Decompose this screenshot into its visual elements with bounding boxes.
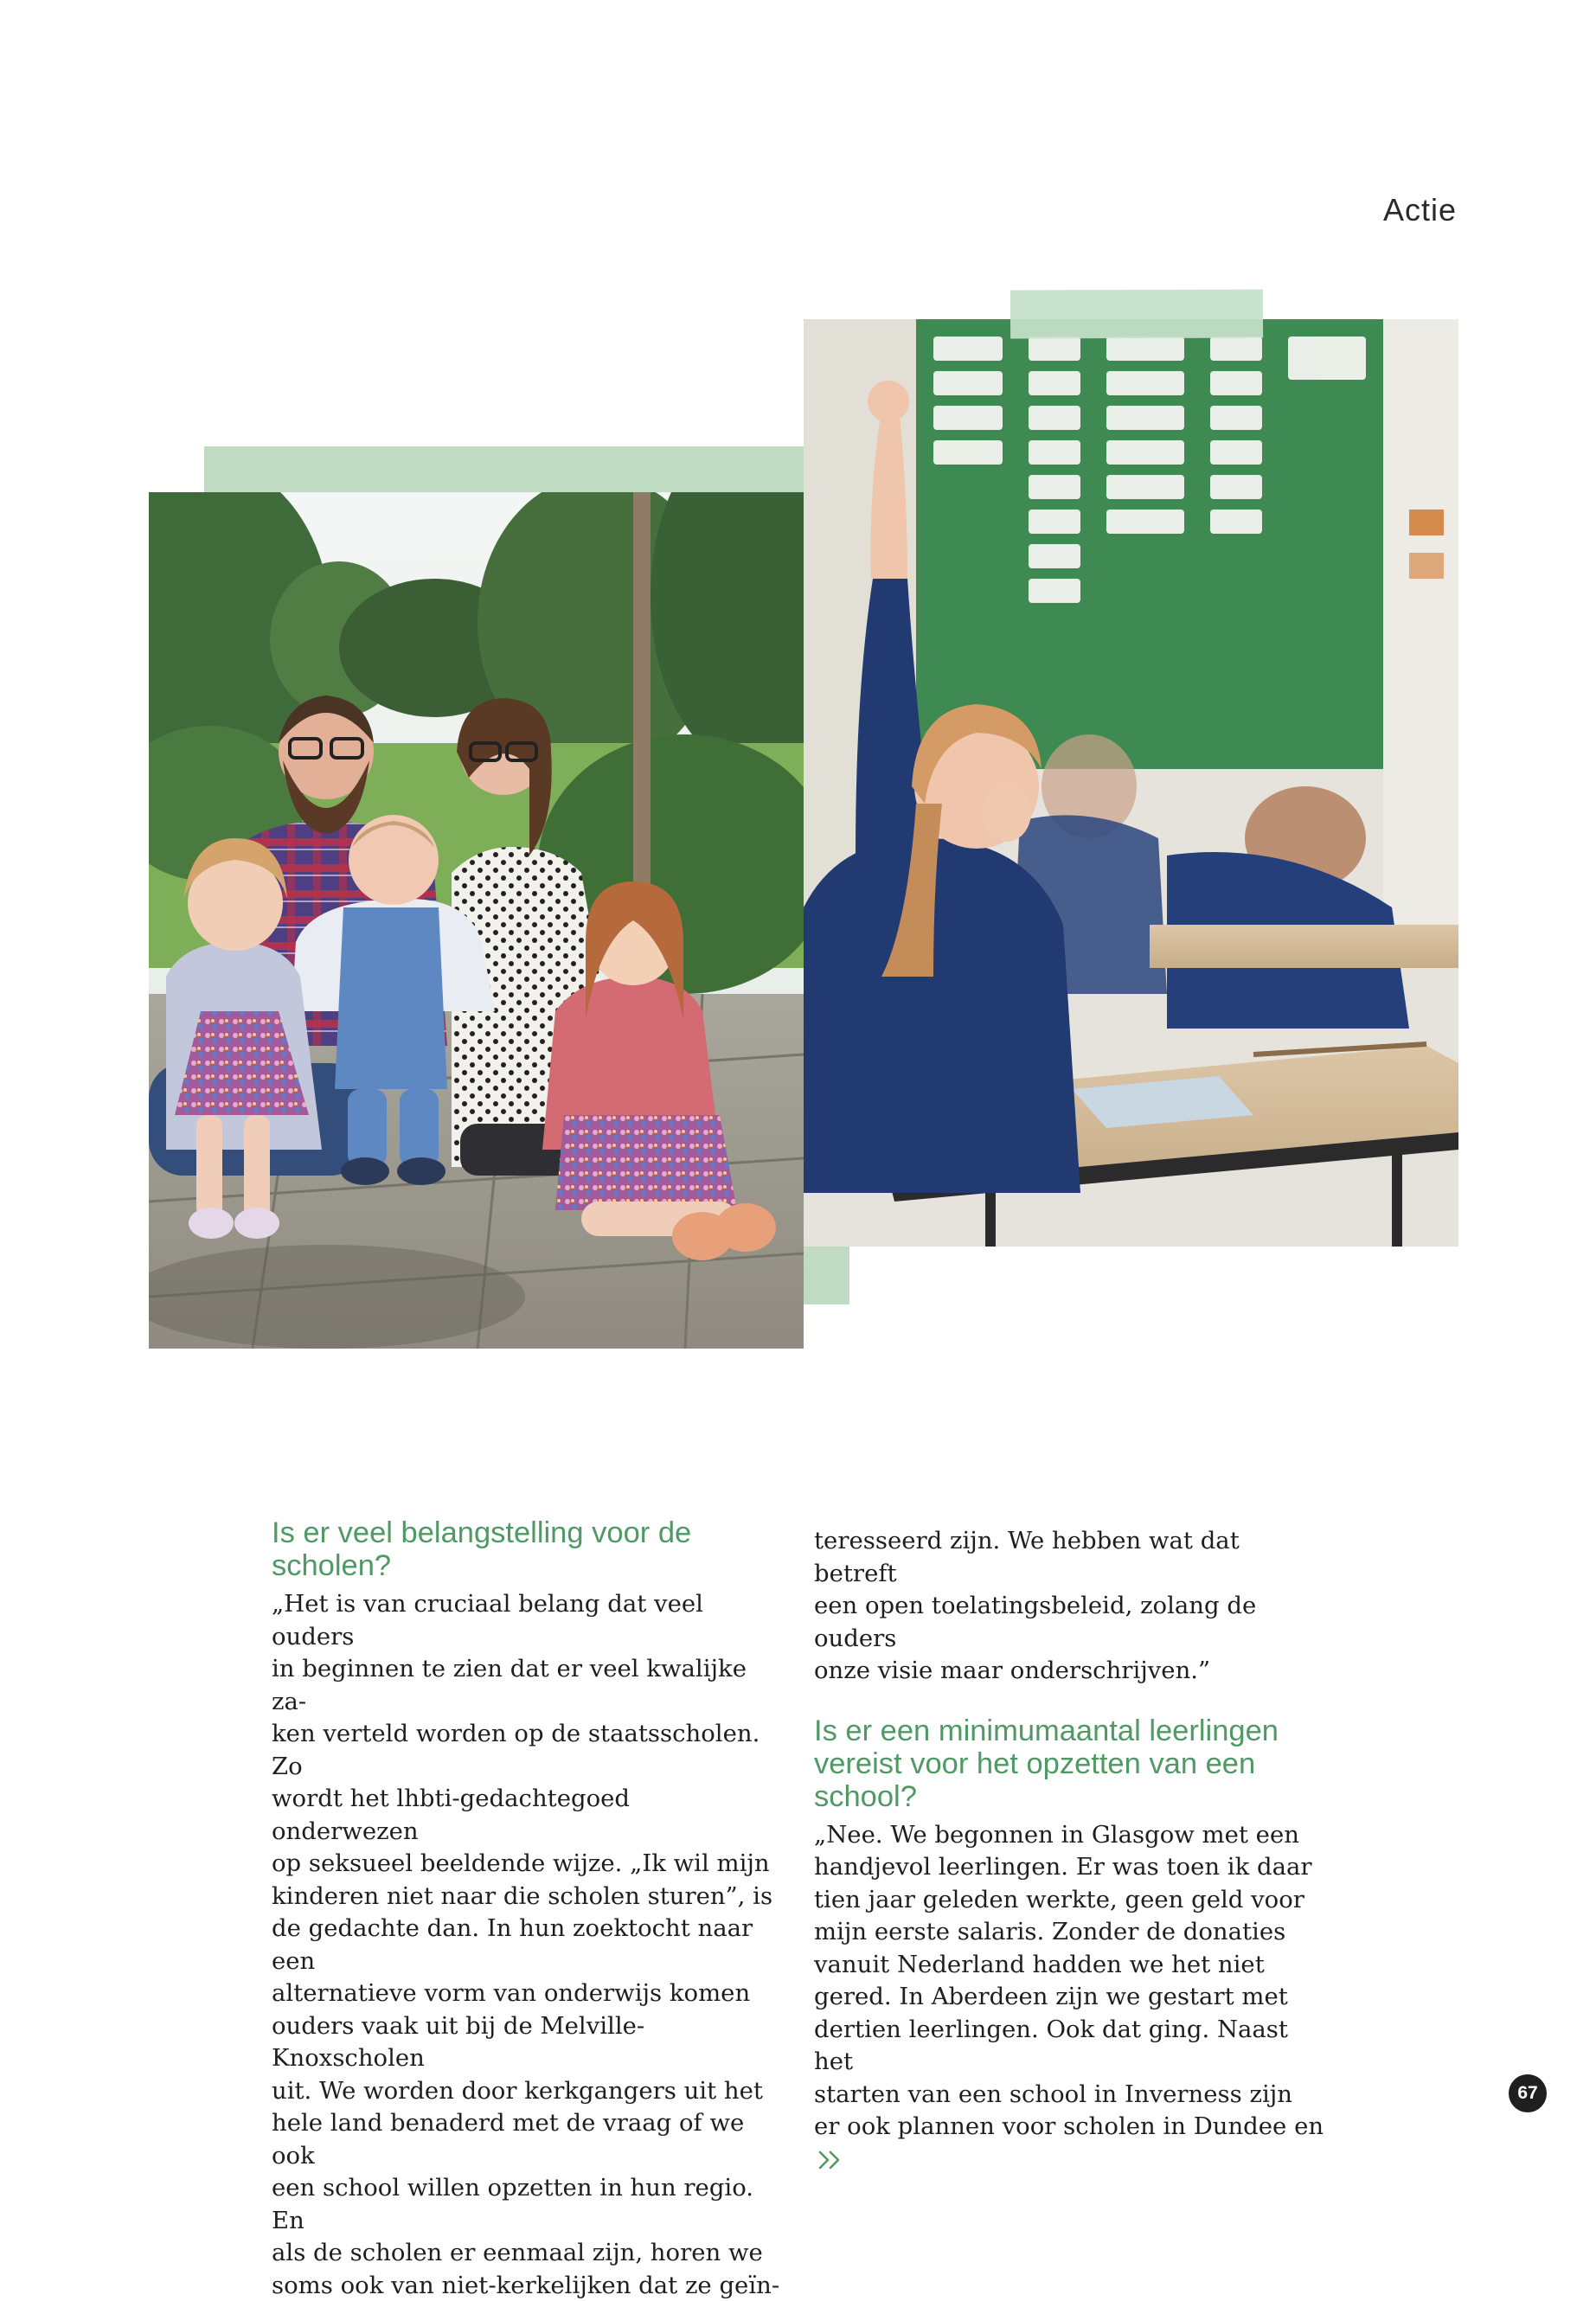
answer-paragraph-minimum (814, 1819, 1324, 2176)
answer-paragraph-interest: „Het is van cruciaal belang dat veel ouders in beginnen te zien dat er veel kwalijke za- ken verteld worden op de staatsscholen. Zo wordt het lhbti-gedachtegoed onderwezen op seksueel beeldende wijze. „Ik wil mijn kinderen niet naar die scholen sturen”, is de gedachte dan. In hun zoektocht naar een alternatieve vorm van onderwijs komen ouders vaak uit bij de Melville-Knoxscholen uit. We worden door kerkgangers uit het hele land benaderd met de vraag of we ook een school willen opzetten in hun regio. En als de scholen er eenmaal zijn, horen we soms ook van niet-kerkelijken dat ze geïn- (272, 1590, 780, 2299)
question-heading-interest: Is er veel belangstelling voor de scholen? (272, 1516, 692, 1582)
continue-arrow-icon (817, 2150, 843, 2170)
article-column-left (272, 1516, 782, 2301)
green-accent-bar (204, 446, 849, 493)
question-heading-minimum: Is er een minimumaantal leerlingen vereist voor het opzetten van een school? (814, 1714, 1279, 1813)
family-photo (149, 492, 804, 1349)
continued-paragraph: teresseerd zijn. We hebben wat dat betreft een open toelatingsbeleid, zolang de ouders onze visie maar onderschrijven.” (814, 1527, 1257, 1684)
article-column-right (814, 1525, 1324, 2176)
page-number-badge: 67 (1509, 2074, 1547, 2112)
classroom-photo (804, 319, 1458, 1247)
answer-text: „Nee. We begonnen in Glasgow met een handjevol leerlingen. Er was toen ik daar tien jaar geleden werkte, geen geld voor mijn eerste salaris. Zonder de donaties vanuit Nederland hadden we het niet gered. In Aberdeen zijn we gestart met dertien leerlingen. Ook dat ging. Naast het starten van een school in Inverness zijn er ook plannen voor scholen in Dundee en (814, 1820, 1324, 2140)
section-label: Actie (1382, 192, 1457, 228)
tape-strip (1010, 289, 1263, 338)
